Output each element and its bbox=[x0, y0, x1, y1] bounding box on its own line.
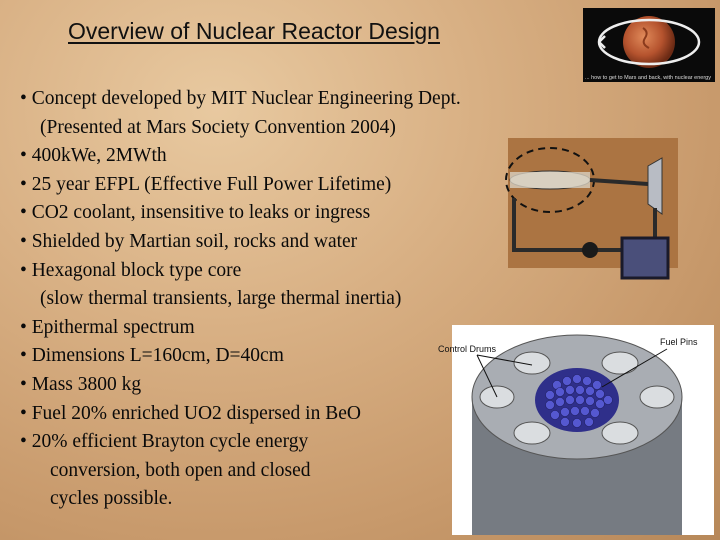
bullet-item: • 400kWe, 2MWth bbox=[20, 145, 167, 167]
control-drums-label: Control Drums bbox=[438, 344, 497, 354]
mars-logo bbox=[583, 8, 715, 82]
bullet-item: (slow thermal transients, large thermal inertia) bbox=[40, 288, 402, 310]
slide-title: Overview of Nuclear Reactor Design bbox=[68, 18, 440, 44]
bullet-item: (Presented at Mars Society Convention 2004) bbox=[40, 116, 396, 138]
logo-caption: ... how to get to Mars and back, with nuclear energy bbox=[585, 75, 711, 81]
bullet-item: • 25 year EFPL (Effective Full Power Lifetime) bbox=[20, 173, 392, 195]
bullet-item: • Concept developed by MIT Nuclear Engineering Dept. bbox=[20, 88, 461, 109]
bullet-item: • Mass 3800 kg bbox=[20, 373, 142, 395]
bullet-item: • 20% efficient Brayton cycle energy bbox=[20, 431, 309, 453]
fuel-pins-label: Fuel Pins bbox=[660, 337, 698, 347]
bullet-list bbox=[20, 85, 580, 514]
bullet-item: • CO2 coolant, insensitive to leaks or ingress bbox=[20, 202, 371, 224]
bullet-item: • Shielded by Martian soil, rocks and water bbox=[20, 230, 358, 252]
bullet-item: • Dimensions L=160cm, D=40cm bbox=[20, 345, 284, 367]
bullet-item: • Epithermal spectrum bbox=[20, 316, 195, 338]
bullet-item: • Fuel 20% enriched UO2 dispersed in BeO bbox=[20, 402, 361, 424]
mars-planet-icon bbox=[583, 8, 715, 82]
bullet-item: • Hexagonal block type core bbox=[20, 259, 242, 281]
bullet-item: conversion, both open and closed bbox=[50, 459, 311, 481]
bullet-item: cycles possible. bbox=[50, 488, 173, 510]
